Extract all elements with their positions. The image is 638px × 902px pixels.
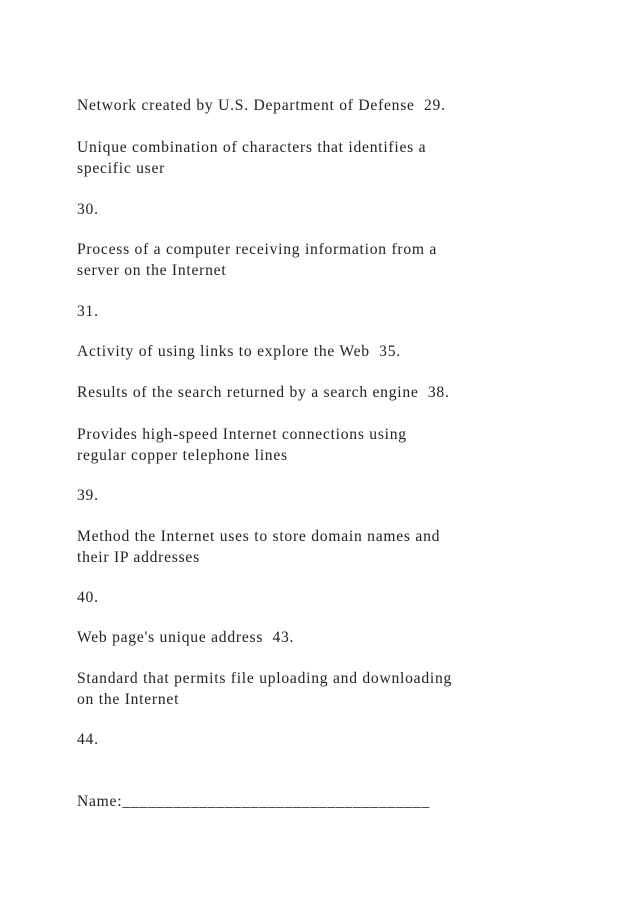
clue-31-number: 31. [77, 303, 99, 320]
clue-40-number: 40. [77, 589, 99, 606]
clue-39-text-line2: regular copper telephone lines [77, 447, 288, 464]
clue-29-text: Network created by U.S. Department of Defense 29. [77, 97, 446, 114]
clue-43-text: Web page's unique address 43. [77, 629, 295, 646]
clue-39-text-line1: Provides high-speed Internet connections using [77, 426, 407, 443]
clue-30-text-line2: specific user [77, 160, 166, 177]
name-field-label: Name:____________________________________ [77, 793, 431, 810]
clue-31-text-line2: server on the Internet [77, 262, 227, 279]
clue-39-number: 39. [77, 487, 99, 504]
clue-30-text-line1: Unique combination of characters that identifies a [77, 139, 427, 156]
clue-31-text-line1: Process of a computer receiving information from a [77, 241, 438, 258]
clue-30-number: 30. [77, 201, 99, 218]
clue-44-text-line2: on the Internet [77, 691, 180, 708]
clue-44-text-line1: Standard that permits file uploading and downloading [77, 670, 453, 687]
clue-38-text: Results of the search returned by a search engine 38. [77, 384, 450, 401]
clue-44-number: 44. [77, 731, 99, 748]
clue-40-text-line1: Method the Internet uses to store domain names and [77, 528, 441, 545]
clue-40-text-line2: their IP addresses [77, 549, 200, 566]
clue-35-text: Activity of using links to explore the Web 35. [77, 343, 401, 360]
